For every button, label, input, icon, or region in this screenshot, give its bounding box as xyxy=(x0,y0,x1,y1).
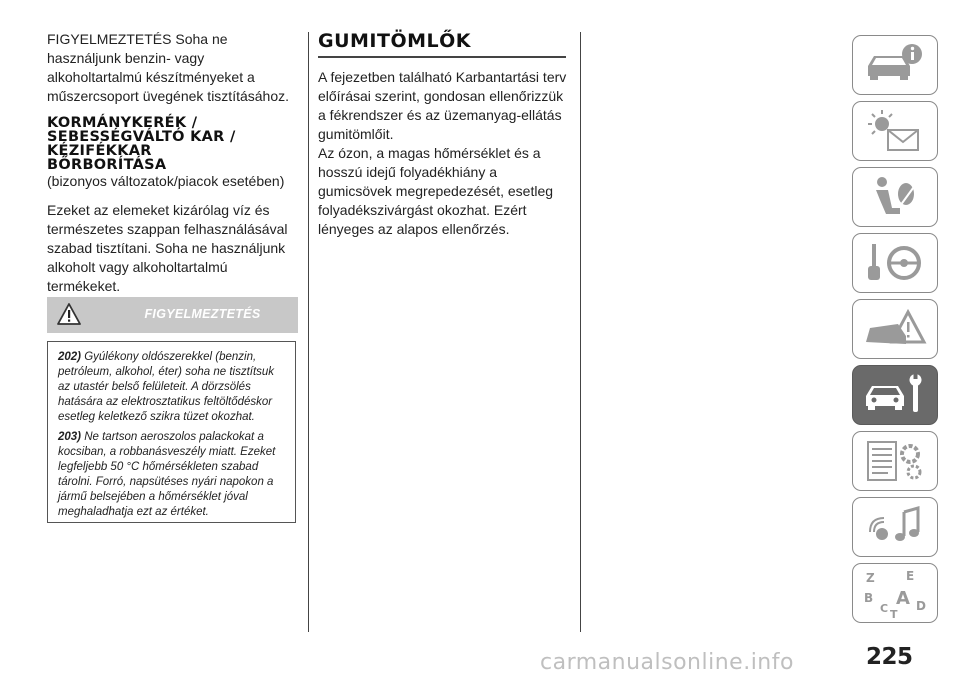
body-line: hosszú idejű folyadékhiány a xyxy=(318,164,498,180)
warning-item-number: 202) xyxy=(58,351,85,363)
warning-box xyxy=(47,341,296,523)
warning-item-number: 203) xyxy=(58,431,85,443)
multimedia-icon xyxy=(860,502,930,552)
intro-line: műszercsoport üvegének tisztításához. xyxy=(47,88,290,104)
index-letter: Z xyxy=(866,571,875,585)
tab-technical-data[interactable] xyxy=(852,431,938,491)
heading-line: KÉZIFÉKKAR xyxy=(47,143,152,159)
warning-item xyxy=(58,430,286,520)
index-letter: A xyxy=(896,588,910,609)
warning-triangle-icon xyxy=(57,303,81,325)
warning-line: meghaladhatja ezt az értéket. xyxy=(58,506,209,518)
middle-column xyxy=(318,30,570,239)
heading-line: BŐRBORÍTÁSA xyxy=(47,157,167,173)
body-line: lényeges az alapos ellenőrzés. xyxy=(318,221,510,237)
chapter-tabs xyxy=(852,35,940,629)
warning-header xyxy=(47,297,298,333)
alphabetical-index-icon xyxy=(860,568,930,618)
tab-key-steering[interactable] xyxy=(852,233,938,293)
body-line: folyadékszivárgást okozhat. Ezért xyxy=(318,202,527,218)
key-steering-wheel-icon xyxy=(860,238,930,288)
intro-line: használjunk benzin- vagy xyxy=(47,50,205,66)
tab-maintenance[interactable] xyxy=(852,365,938,425)
technical-data-icon xyxy=(860,436,930,486)
index-letter: C xyxy=(880,602,889,615)
warning-line: legfeljebb 50 °C hőmérsékleten szabad xyxy=(58,461,259,473)
warning-line: Gyúlékony oldószerekkel (benzin, xyxy=(84,351,257,363)
tab-seat-airbag[interactable] xyxy=(852,167,938,227)
body-line: természetes szappan felhasználásával xyxy=(47,221,288,237)
tab-warning-lights[interactable] xyxy=(852,101,938,161)
watermark: carmanualsonline.info xyxy=(540,650,794,675)
tab-index[interactable] xyxy=(852,563,938,623)
warning-line: Ne tartson aeroszolos palackokat a xyxy=(84,431,264,443)
index-letter: B xyxy=(864,591,874,605)
warning-line: az utastér belső felületeit. A dörzsölés xyxy=(58,381,251,393)
index-letter: D xyxy=(916,599,926,613)
seat-airbag-icon xyxy=(860,172,930,222)
body-line: termékeket. xyxy=(47,278,121,294)
tab-car-info[interactable] xyxy=(852,35,938,95)
body-line: alkoholt vagy alkoholtartalmú xyxy=(47,259,228,275)
body-line: gumitömlőit. xyxy=(318,126,394,142)
warning-title: FIGYELMEZTETÉS xyxy=(144,307,261,321)
intro-paragraph xyxy=(47,30,299,106)
section-heading-leather xyxy=(47,116,299,172)
warning-line: petróleum, alkohol, éter) soha ne tisztítsuk xyxy=(58,366,275,378)
column-divider xyxy=(580,32,581,632)
leather-paragraph xyxy=(47,201,299,296)
warning-item xyxy=(58,350,286,425)
intro-line: FIGYELMEZTETÉS Soha ne xyxy=(47,31,228,47)
heading-line: KORMÁNYKERÉK / xyxy=(47,115,198,131)
body-line: előírásai szerint, gondosan ellenőrizzük xyxy=(318,88,564,104)
column-divider xyxy=(308,32,309,632)
body-line: A fejezetben található Karbantartási terv xyxy=(318,69,567,85)
index-letter: T xyxy=(890,608,898,618)
left-column xyxy=(47,30,299,296)
page-number: 225 xyxy=(866,644,913,670)
heading-line: SEBESSÉGVÁLTÓ KAR / xyxy=(47,129,236,145)
warning-line: esetleg keletkező szikra tüzet okozhat. xyxy=(58,411,255,423)
car-info-icon xyxy=(860,40,930,90)
section-heading-hoses: GUMITÖMLŐK xyxy=(318,30,472,52)
car-wrench-icon xyxy=(860,370,930,420)
intro-line: alkoholtartalmú készítményeket a xyxy=(47,69,255,85)
accident-warning-icon xyxy=(860,304,930,354)
body-line: a fékrendszer és az üzemanyag-ellátás xyxy=(318,107,562,123)
warning-lights-icon xyxy=(860,106,930,156)
warning-line: kocsiban, a robbanásveszély miatt. Ezeket xyxy=(58,446,276,458)
warning-line: hatására az elektrosztatikus feltöltődéskor xyxy=(58,396,273,408)
section-subtitle: (bizonyos változatok/piacok esetében) xyxy=(47,173,285,189)
hoses-paragraph xyxy=(318,68,570,239)
heading-rule xyxy=(318,56,566,58)
warning-line: jármű belsejében a hőmérséklet jóval xyxy=(58,491,248,503)
index-letter: E xyxy=(906,569,915,583)
body-line: gumicsövek megrepedezését, esetleg xyxy=(318,183,554,199)
tab-multimedia[interactable] xyxy=(852,497,938,557)
warning-line: tárolni. Forró, napsütéses nyári napokon a xyxy=(58,476,274,488)
body-line: Az ózon, a magas hőmérséklet és a xyxy=(318,145,541,161)
body-line: szabad tisztítani. Soha ne használjunk xyxy=(47,240,286,256)
tab-accident[interactable] xyxy=(852,299,938,359)
body-line: Ezeket az elemeket kizárólag víz és xyxy=(47,202,270,218)
